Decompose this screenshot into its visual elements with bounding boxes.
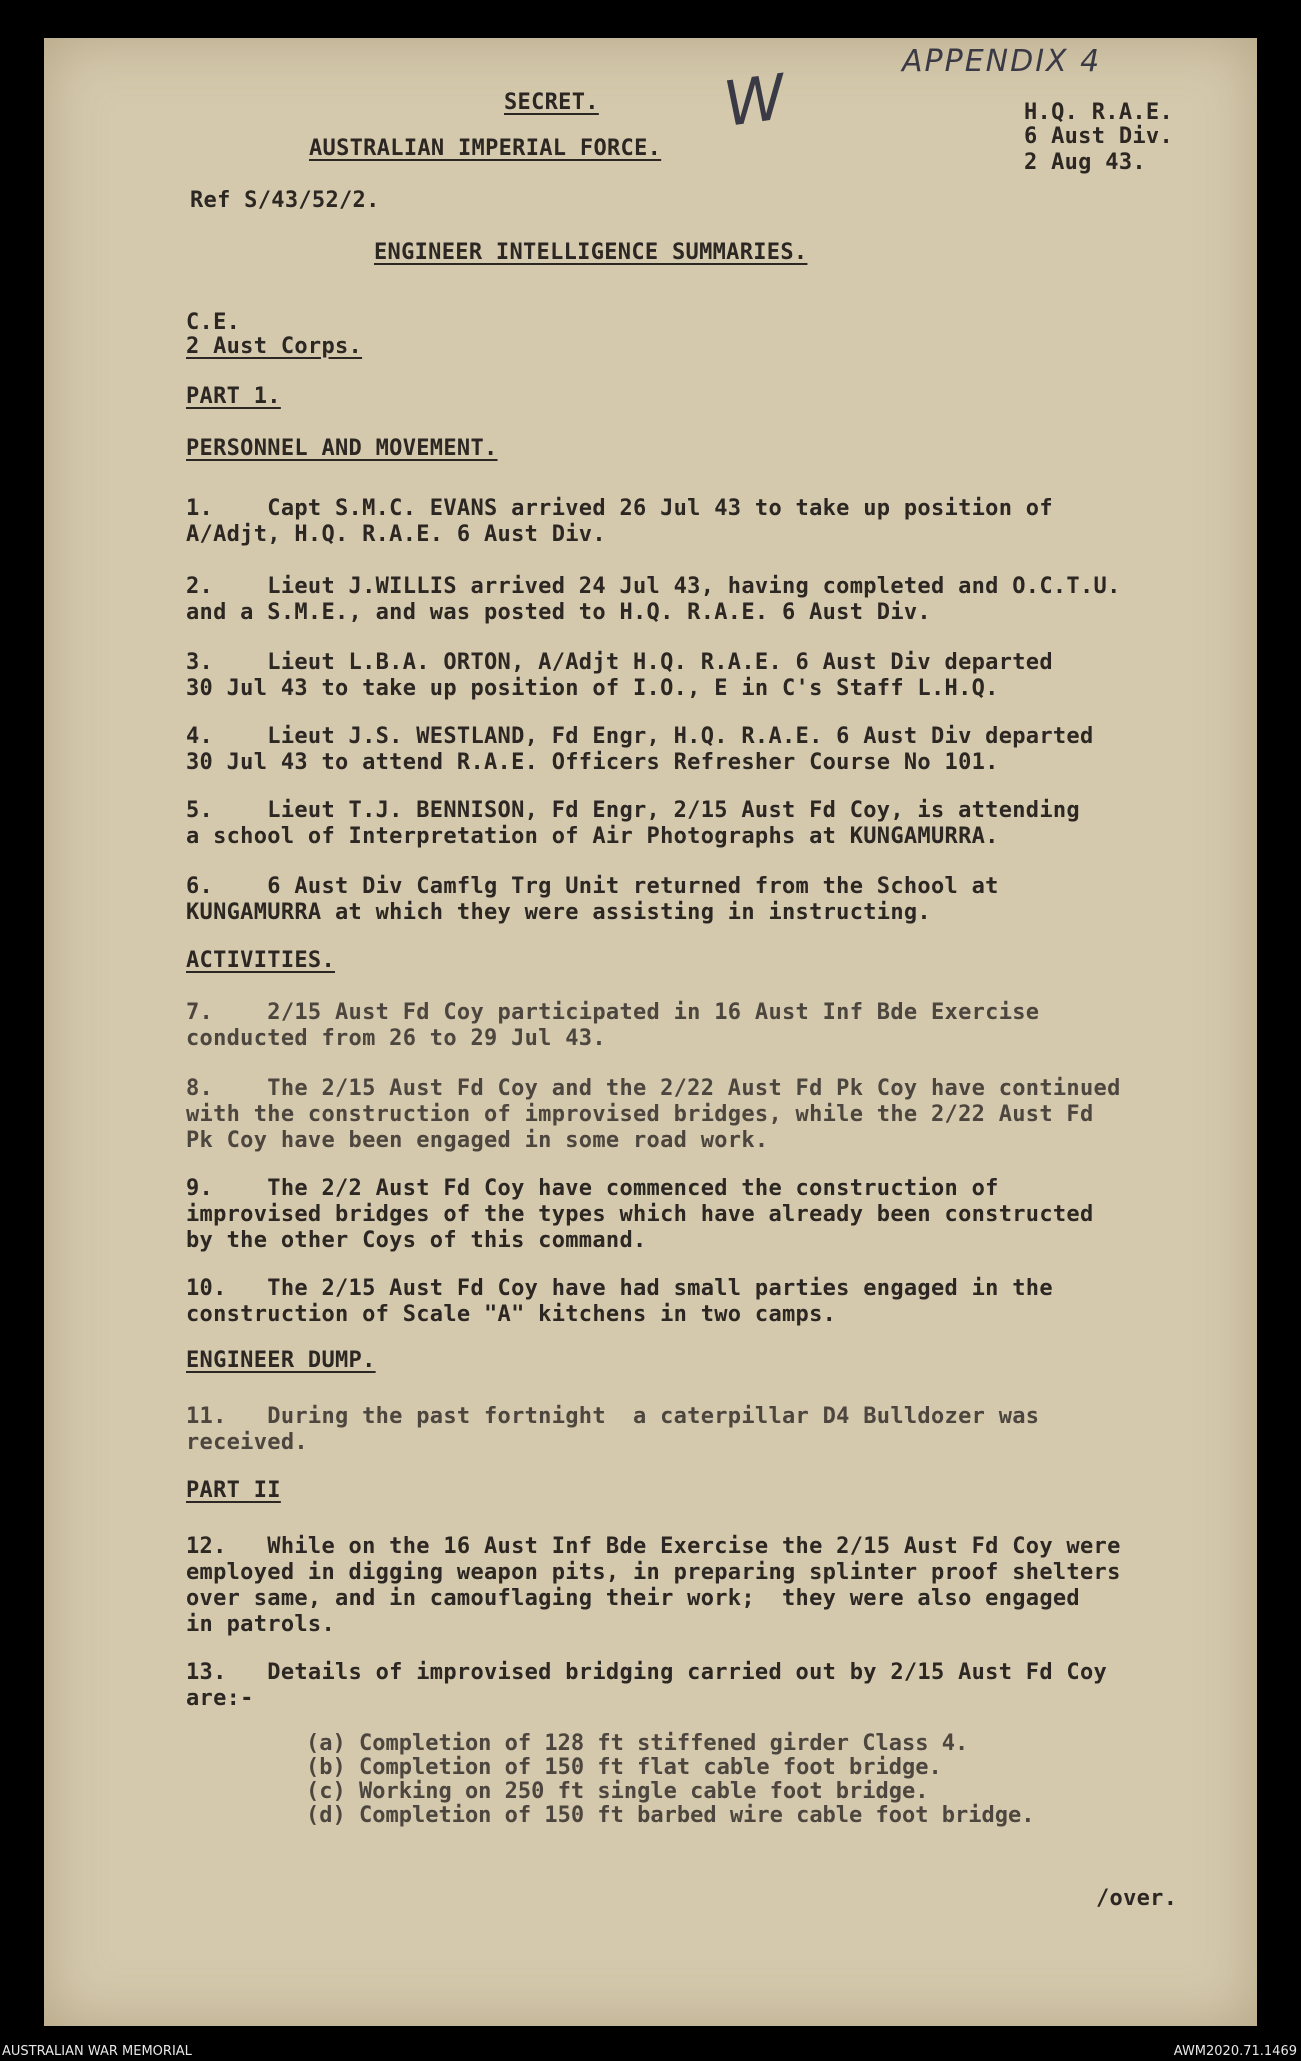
footer-left-caption: AUSTRALIAN WAR MEMORIAL — [2, 2044, 192, 2059]
paragraph-line: Pk Coy have been engaged in some road work. — [186, 1128, 769, 1153]
paragraph-line: 7. 2/15 Aust Fd Coy participated in 16 Aust Inf Bde Exercise — [186, 1000, 1040, 1025]
hq-line-2: 6 Aust Div. — [1024, 124, 1173, 149]
paragraph-line: 3. Lieut L.B.A. ORTON, A/Adjt H.Q. R.A.E. 6 Aust Div departed — [186, 650, 1053, 675]
document-sheet — [44, 38, 1257, 2026]
force-heading: AUSTRALIAN IMPERIAL FORCE. — [309, 136, 662, 161]
paragraph-6 — [186, 874, 1246, 926]
paragraph-1 — [186, 496, 1246, 548]
classification-heading: SECRET. — [504, 90, 599, 115]
paragraph-line: in patrols. — [186, 1612, 335, 1637]
paragraph-line: 12. While on the 16 Aust Inf Bde Exercise the 2/15 Aust Fd Coy were — [186, 1534, 1121, 1559]
paragraph-line: are:- — [186, 1686, 254, 1711]
paragraph-line: 9. The 2/2 Aust Fd Coy have commenced the construction of — [186, 1176, 999, 1201]
footer-right-caption: AWM2020.71.1469 — [1173, 2044, 1297, 2059]
paragraph-line: 1. Capt S.M.C. EVANS arrived 26 Jul 43 to take up position of — [186, 496, 1053, 521]
handwritten-initials: W — [719, 60, 791, 141]
paragraph-line: employed in digging weapon pits, in preparing splinter proof shelters — [186, 1560, 1121, 1585]
list-item: (d) Completion of 150 ft barbed wire cable foot bridge. — [306, 1803, 1035, 1828]
paragraph-3 — [186, 650, 1246, 702]
paragraph-line: 13. Details of improvised bridging carried out by 2/15 Aust Fd Coy — [186, 1660, 1108, 1685]
paragraph-line: and a S.M.E., and was posted to H.Q. R.A.E. 6 Aust Div. — [186, 600, 931, 625]
paragraph-line: construction of Scale "A" kitchens in two camps. — [186, 1302, 837, 1327]
personnel-section-heading: PERSONNEL AND MOVEMENT. — [186, 436, 498, 461]
paragraph-line: 30 Jul 43 to attend R.A.E. Officers Refresher Course No 101. — [186, 750, 999, 775]
appendix-annotation: APPENDIX 4 — [902, 44, 1102, 79]
part-2-heading: PART II — [186, 1478, 281, 1503]
paragraph-11 — [186, 1404, 1246, 1456]
paragraph-line: 30 Jul 43 to take up position of I.O., E in C's Staff L.H.Q. — [186, 676, 999, 701]
paragraph-2 — [186, 574, 1246, 626]
paragraph-7 — [186, 1000, 1246, 1052]
paragraph-line: 2. Lieut J.WILLIS arrived 24 Jul 43, having completed and O.C.T.U. — [186, 574, 1121, 599]
paragraph-12 — [186, 1534, 1246, 1638]
engineer-dump-heading: ENGINEER DUMP. — [186, 1348, 376, 1373]
paragraph-9 — [186, 1176, 1246, 1254]
paragraph-line: by the other Coys of this command. — [186, 1228, 647, 1253]
paragraph-4 — [186, 724, 1246, 776]
paragraph-5 — [186, 798, 1246, 850]
paragraph-line: 6. 6 Aust Div Camflg Trg Unit returned from the School at — [186, 874, 999, 899]
hq-line-1: H.Q. R.A.E. — [1024, 100, 1173, 125]
paragraph-line: A/Adjt, H.Q. R.A.E. 6 Aust Div. — [186, 522, 606, 547]
paragraph-line: over same, and in camouflaging their work; they were also engaged — [186, 1586, 1080, 1611]
paragraph-line: KUNGAMURRA at which they were assisting in instructing. — [186, 900, 931, 925]
hq-date: 2 Aug 43. — [1024, 150, 1146, 175]
addressee-line-2: 2 Aust Corps. — [186, 334, 363, 359]
activities-section-heading: ACTIVITIES. — [186, 948, 335, 973]
reference-number: Ref S/43/52/2. — [190, 188, 380, 213]
paragraph-13 — [186, 1660, 1246, 1712]
list-item: (c) Working on 250 ft single cable foot bridge. — [306, 1779, 929, 1804]
bridging-list — [306, 1732, 1034, 1828]
paragraph-line: with the construction of improvised bridges, while the 2/22 Aust Fd — [186, 1102, 1094, 1127]
paragraph-line: 11. During the past fortnight a caterpillar D4 Bulldozer was — [186, 1404, 1040, 1429]
paragraph-line: received. — [186, 1430, 308, 1455]
paragraph-8 — [186, 1076, 1246, 1154]
paragraph-line: conducted from 26 to 29 Jul 43. — [186, 1026, 606, 1051]
paragraph-10 — [186, 1276, 1246, 1328]
addressee-line-1: C.E. — [186, 310, 241, 335]
list-item: (a) Completion of 128 ft stiffened girder Class 4. — [306, 1731, 969, 1756]
paragraph-line: 5. Lieut T.J. BENNISON, Fd Engr, 2/15 Aust Fd Coy, is attending — [186, 798, 1080, 823]
part-1-heading: PART 1. — [186, 384, 281, 409]
paragraph-line: 10. The 2/15 Aust Fd Coy have had small parties engaged in the — [186, 1276, 1053, 1301]
paragraph-line: improvised bridges of the types which have already been constructed — [186, 1202, 1094, 1227]
over-note: /over. — [1096, 1886, 1178, 1911]
list-item: (b) Completion of 150 ft flat cable foot bridge. — [306, 1755, 942, 1780]
paragraph-line: a school of Interpretation of Air Photographs at KUNGAMURRA. — [186, 824, 999, 849]
document-title: ENGINEER INTELLIGENCE SUMMARIES. — [374, 240, 808, 265]
paragraph-line: 8. The 2/15 Aust Fd Coy and the 2/22 Aust Fd Pk Coy have continued — [186, 1076, 1121, 1101]
paragraph-line: 4. Lieut J.S. WESTLAND, Fd Engr, H.Q. R.A.E. 6 Aust Div departed — [186, 724, 1094, 749]
